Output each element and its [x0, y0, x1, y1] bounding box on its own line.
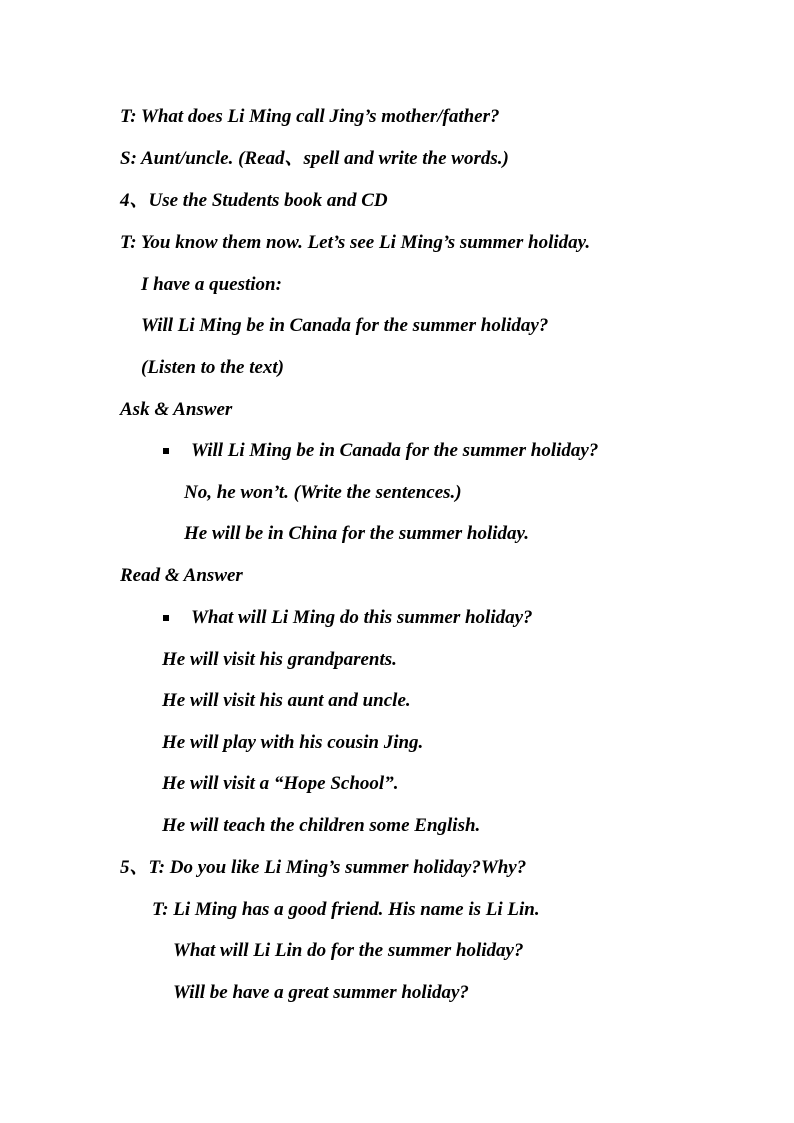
bullet-icon: [163, 615, 169, 621]
answer-line: He will play with his cousin Jing.: [162, 732, 424, 753]
teacher-intro-line: T: You know them now. Let’s see Li Ming’s summer holiday.: [120, 232, 591, 253]
ask-answer-heading: Ask & Answer: [120, 399, 233, 420]
answer-line: He will visit a “Hope School”.: [162, 773, 399, 794]
answer-line: He will be in China for the summer holiday.: [184, 523, 530, 544]
question-line: Will be have a great summer holiday?: [173, 982, 469, 1003]
read-answer-heading: Read & Answer: [120, 565, 243, 586]
bullet-question-line: What will Li Ming do this summer holiday?: [191, 607, 533, 628]
answer-line: He will visit his grandparents.: [162, 649, 397, 670]
step-4-heading: 4、Use the Students book and CD: [120, 190, 388, 211]
question-line: What will Li Lin do for the summer holiday?: [173, 940, 524, 961]
answer-line: He will visit his aunt and uncle.: [162, 690, 411, 711]
step-5-line: 5、T: Do you like Li Ming’s summer holiday?Why?: [120, 857, 527, 878]
student-answer-line: S: Aunt/uncle. (Read、spell and write the words.): [120, 148, 509, 169]
teacher-question-line: T: What does Li Ming call Jing’s mother/father?: [120, 106, 500, 127]
question-prompt-line: I have a question:: [141, 274, 282, 295]
answer-line: He will teach the children some English.: [162, 815, 481, 836]
bullet-question-line: Will Li Ming be in Canada for the summer holiday?: [191, 440, 599, 461]
question-line: Will Li Ming be in Canada for the summer holiday?: [141, 315, 549, 336]
teacher-friend-line: T: Li Ming has a good friend. His name is Li Lin.: [152, 899, 540, 920]
bullet-icon: [163, 448, 169, 454]
listen-instruction-line: (Listen to the text): [141, 357, 285, 378]
answer-line: No, he won’t. (Write the sentences.): [184, 482, 462, 503]
